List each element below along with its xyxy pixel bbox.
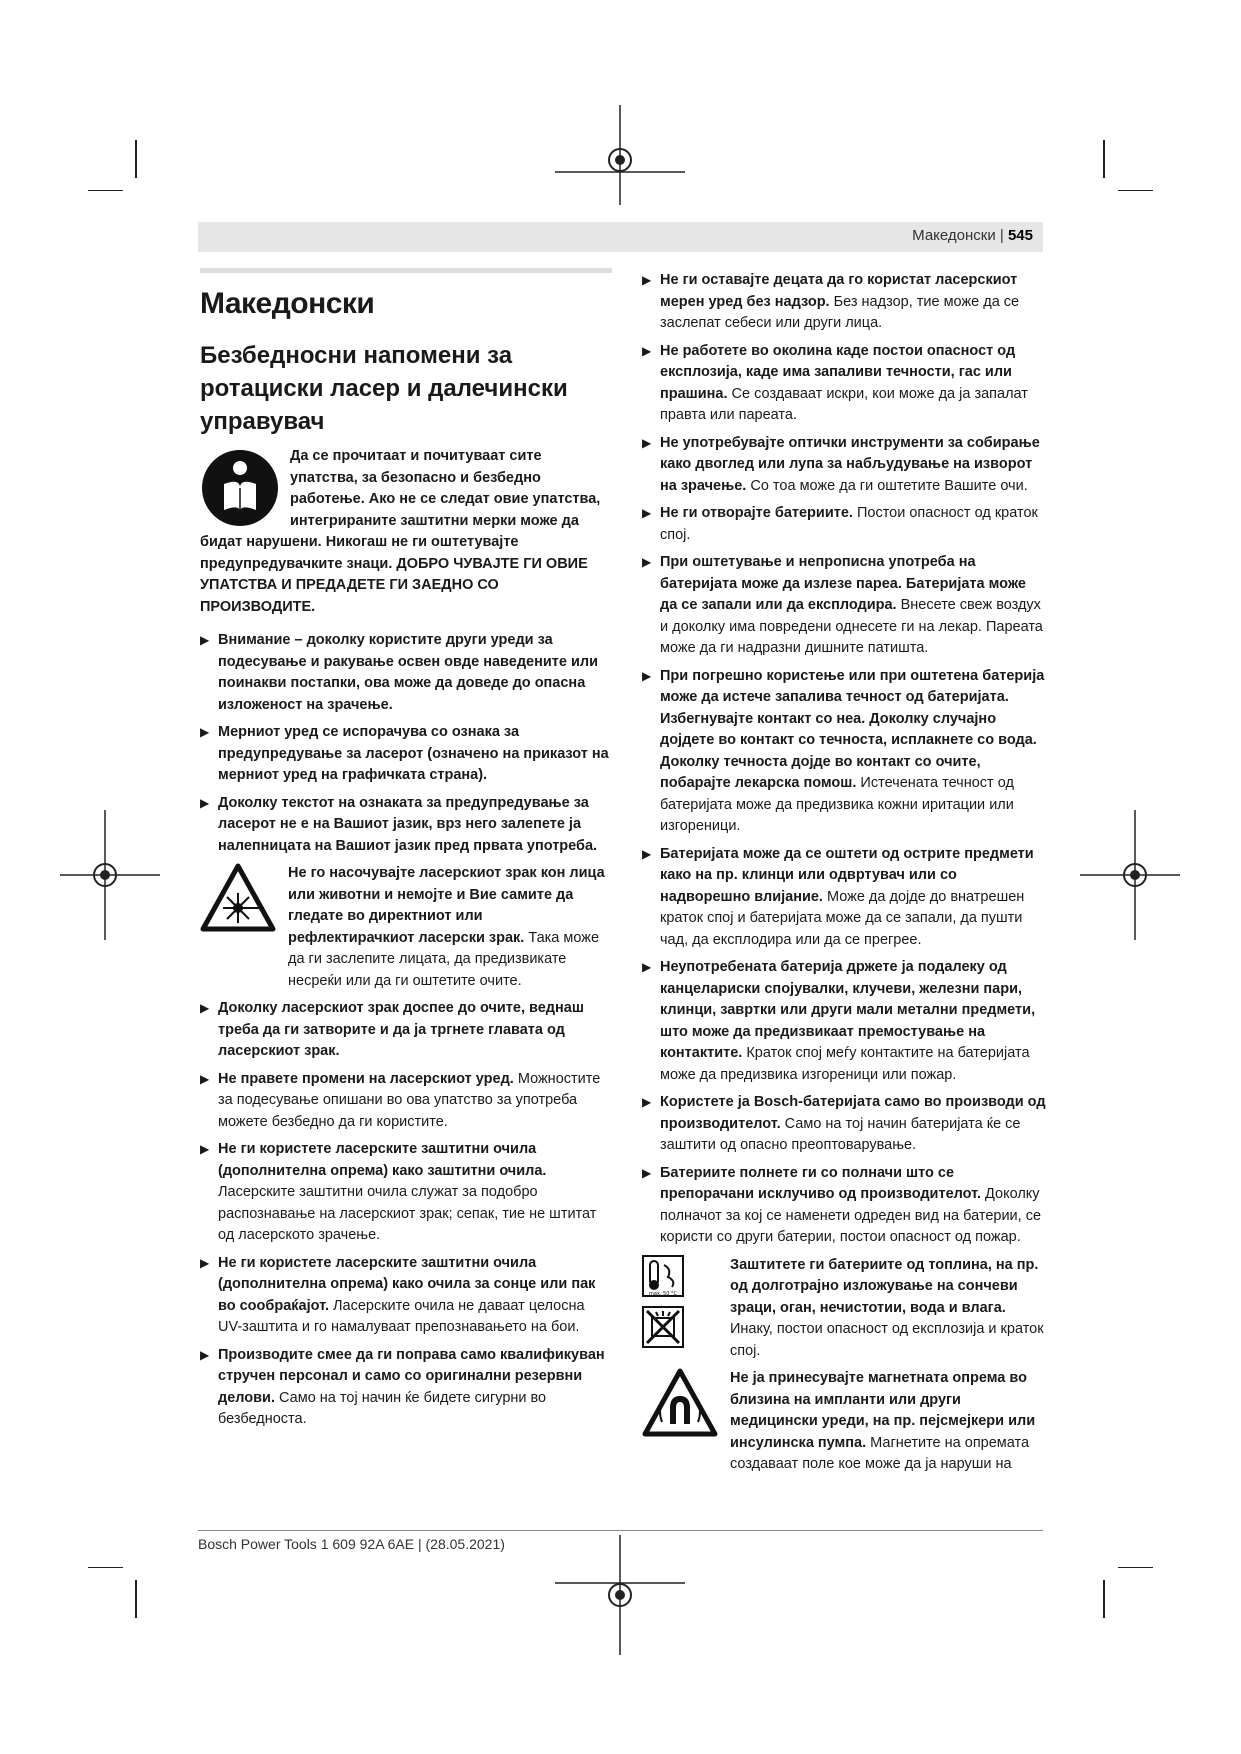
bullet-normal-text: Со тоа може да ги оштетите Вашите очи.: [746, 477, 1028, 494]
right-column: [642, 270, 1047, 1482]
bullet-normal-text: Можностите за подесување опишани во ова упатство за употреба можете безбедно да ги користите.: [218, 1070, 601, 1130]
bullet-item: [200, 722, 612, 787]
bullet-arrow-icon: ▶: [200, 1347, 210, 1362]
page-number: 545: [1007, 227, 1033, 244]
bullet-arrow-icon: ▶: [642, 435, 652, 450]
bullet-item: [642, 666, 1047, 838]
bullet-item: [200, 998, 612, 1063]
bullet-item: [200, 1345, 612, 1431]
bullet-item: [642, 844, 1047, 952]
bullet-arrow-icon: ▶: [642, 506, 652, 520]
bullet-bold-text: Производите смее да ги поправа само квалификуван стручен персонал и само со оригинални резервни делови.: [218, 1346, 605, 1406]
crop-mark: [1103, 140, 1105, 178]
page-header: [198, 222, 1043, 252]
magnet-hazard-icon: [642, 1368, 718, 1438]
bullet-normal-text: Се создаваат искри, кои може да ја запалат правта или пареата.: [660, 385, 1028, 423]
bullet-normal-text: Внесете свеж воздух и доколку има повредени однесете ги на лекар. Пареата може да ги надразни дишните патишта.: [660, 597, 1043, 656]
bullet-item: [642, 1163, 1047, 1249]
bullet-arrow-icon: ▶: [642, 1165, 652, 1180]
bullet-normal-text: Може да дојде до внатрешен краток спој и батеријата може да се запали, да пушти чад, да експлодира или да се прегрее.: [660, 888, 1025, 948]
bullet-arrow-icon: ▶: [200, 1142, 210, 1156]
header-text: Македонски | 545: [912, 227, 1033, 244]
bullet-list: [200, 998, 612, 1431]
magnet-warning-normal: Магнетите на опремата создаваат поле кое може да ја наруши на: [730, 1434, 1030, 1472]
bullet-normal-text: Само на тој начин батеријата ќе се заштити од опасно преоптоварување.: [660, 1115, 1021, 1153]
bullet-item: [642, 433, 1047, 498]
heat-warning-bold: Заштитете ги батериите од топлина, на пр. од долготрајно изложување на сончеви зраци, оган, нечистотии, вода и влага.: [730, 1256, 1039, 1316]
bullet-normal-text: Постои опасност од краток спој.: [660, 505, 1038, 543]
bullet-bold-text: Не употребувајте оптички инструменти за собирање како двоглед или лупа за набљудување на изворот на зрачење.: [660, 434, 1040, 494]
bullet-normal-text: Само на тој начин ќе бидете сигурни во безбедноста.: [218, 1389, 547, 1427]
crop-mark: [1118, 190, 1153, 191]
bullet-bold-text: Доколку ласерскиот зрак доспее до очите, веднаш треба да ги затворите и да ја тргнете главата од ласерскиот зрак.: [218, 1000, 584, 1059]
crop-mark: [1118, 1567, 1153, 1568]
bullet-item: [642, 503, 1047, 546]
crop-mark: [1103, 1580, 1105, 1618]
bullet-bold-text: Батеријата може да се оштети од острите предмети како на пр. клинци или одвртувач или со надворешно влијание.: [660, 845, 1034, 905]
bullet-arrow-icon: ▶: [642, 1095, 652, 1109]
no-water-icon: [642, 1306, 684, 1348]
bullet-arrow-icon: ▶: [642, 343, 652, 358]
registration-target-icon: [1080, 810, 1180, 940]
footer-text: Bosch Power Tools 1 609 92A 6AE | (28.05.2021): [198, 1536, 505, 1552]
bullet-item: [642, 341, 1047, 427]
bullet-bold-text: Користете ја Bosch-батеријата само во производи од производителот.: [660, 1094, 1046, 1132]
bullet-arrow-icon: ▶: [642, 846, 652, 861]
bullet-bold-text: Внимание – доколку користите други уреди за подесување и ракување освен овде наведените или поинакви постапки, ова може да доведе до опасна изложеност на зрачење.: [218, 632, 599, 713]
crop-mark: [88, 1567, 123, 1568]
heat-warning: [642, 1255, 1047, 1363]
registration-target-icon: [555, 105, 685, 205]
section-rule: [200, 268, 612, 273]
bullet-arrow-icon: ▶: [200, 725, 210, 739]
bullet-arrow-icon: ▶: [200, 1255, 210, 1270]
magnet-warning-text: [730, 1368, 1047, 1476]
bullet-normal-text: Ласерските заштитни очила служат за подобро распознавање на ласерскиот зрак; сепак, тие не штитат од ласерското зрачење.: [218, 1184, 597, 1243]
heat-warning-text: [730, 1255, 1047, 1363]
bullet-bold-text: Не ги користете ласерските заштитни очила (дополнителна опрема) како очила за сонце или пак во сообраќајот.: [218, 1254, 596, 1314]
laser-hazard-icon: [200, 863, 276, 933]
bullet-item: [642, 1092, 1047, 1157]
page-title: Македонски: [200, 287, 375, 320]
registration-target-icon: [60, 810, 160, 940]
crop-mark: [88, 190, 123, 191]
laser-warning: [200, 863, 612, 992]
bullet-bold-text: Не ги користете ласерските заштитни очила (дополнителна опрема) како заштитни очила.: [218, 1141, 547, 1179]
bullet-arrow-icon: ▶: [200, 1071, 210, 1086]
bullet-arrow-icon: ▶: [642, 668, 652, 683]
bullet-arrow-icon: ▶: [642, 555, 652, 569]
left-column: [200, 268, 612, 1437]
bullet-item: [200, 1069, 612, 1134]
bullet-bold-text: Не работете во околина каде постои опасност од експлозија, каде има запаливи течности, гас или прашина.: [660, 342, 1016, 402]
temperature-icon: [642, 1255, 684, 1297]
bullet-item: [642, 957, 1047, 1086]
intro-warning: [200, 446, 612, 618]
read-manual-icon: [200, 448, 280, 528]
bullet-arrow-icon: ▶: [642, 273, 652, 287]
bullet-bold-text: При оштетување и непрописна употреба на батеријата може да излезе пареа. Батеријата може да се запали или да експлодира.: [660, 554, 1026, 613]
intro-text: Да се прочитаат и почитуваат сите упатства, за безопасно и безбедно работење. Ако не се следат овие упатства, интегрираните заштитни мерки може да бидат нарушени. Никогаш не ги оштетувајте предупредувачките знаци. ДОБРО ЧУВАЈТЕ ГИ ОВИЕ УПАТСТВА И ПРЕДАДЕТЕ ГИ ЗАЕДНО СО ПРОИЗВОДИТЕ.: [200, 448, 601, 615]
laser-warning-normal: Така може да ги заслепите лицата, да предизвикате несреќи или да ги оштетите очите.: [288, 929, 600, 989]
bullet-bold-text: Неупотребената батерија држете ја подалеку од канцелариски спојувалки, клучеви, железни пари, клинци, завртки или други мали метални предмети, што може да предизвикаат премостување на контактите.: [660, 959, 1036, 1061]
crop-mark: [135, 140, 137, 178]
bullet-normal-text: Без надзор, тие може да се заслепат себеси или други лица.: [660, 293, 1020, 331]
bullet-list: [200, 630, 612, 857]
bullet-bold-text: Не ги отворајте батериите.: [660, 505, 853, 521]
bullet-bold-text: Не правете промени на ласерскиот уред.: [218, 1070, 514, 1087]
bullet-bold-text: Мерниот уред се испорачува со ознака за предупредување за ласерот (означено на приказот на мерниот уред на графичката страна).: [218, 724, 609, 783]
bullet-normal-text: Истечената течност од батеријата може да предизвика кожни иритации или изгореници.: [660, 775, 1014, 834]
bullet-item: [642, 552, 1047, 660]
bullet-normal-text: Краток спој меѓу контактите на батеријата може да предизвика изгореници или пожар.: [660, 1045, 1030, 1083]
heat-warning-normal: Инаку, постои опасност од експлозија и краток спој.: [730, 1321, 1044, 1359]
bullet-arrow-icon: ▶: [200, 1001, 210, 1015]
bullet-normal-text: Ласерските очила не даваат целосна UV-заштита и го намалуваат препознавањето на бои.: [218, 1297, 585, 1335]
footer-rule: [198, 1530, 1043, 1531]
bullet-item: [200, 630, 612, 716]
bullet-arrow-icon: ▶: [200, 633, 210, 647]
bullet-bold-text: Не ги оставајте децата да го користат ласерскиот мерен уред без надзор.: [660, 272, 1018, 310]
magnet-warning: [642, 1368, 1047, 1476]
bullet-item: [200, 1253, 612, 1339]
magnet-warning-bold: Не ја принесувајте магнетната опрема во близина на импланти или други медицински уреди, на пр. пејсмејкери или инсулинска пумпа.: [730, 1370, 1036, 1451]
registration-target-icon: [555, 1535, 685, 1655]
bullet-arrow-icon: ▶: [642, 960, 652, 974]
header-section: Македонски: [912, 227, 996, 244]
bullet-item: [200, 793, 612, 858]
bullet-arrow-icon: ▶: [200, 795, 210, 810]
bullet-list: [642, 270, 1047, 1249]
bullet-bold-text: При погрешно користење или при оштетена батерија може да истече запалива течност од батеријата. Избегнувајте контакт со неа. Доколку случајно дојдете во контакт со течноста, исплакнете со вода. Доколку течноста дојде во контакт со очите, побарајте лекарска помош.: [660, 667, 1045, 791]
section-heading: Безбедносни напомени за ротациски ласер и далечински управувач: [200, 342, 568, 435]
bullet-item: [642, 270, 1047, 335]
bullet-bold-text: Доколку текстот на ознаката за предупредување за ласерот не е на Вашиот јазик, врз него залепете ја налепницата на Вашиот јазик пред првата употреба.: [218, 794, 598, 854]
temperature-icon-label: max. 50 °C: [648, 1290, 678, 1297]
laser-warning-text: [288, 863, 612, 992]
heat-icons: [642, 1255, 684, 1348]
bullet-bold-text: Батериите полнете ги со полначи што се препорачани исклучиво од производителот.: [660, 1164, 982, 1202]
bullet-normal-text: Доколку полначот за кој се наменети одреден вид на батерии, се користи со други батерии, постои опасност од пожар.: [660, 1186, 1042, 1245]
laser-warning-bold: Не го насочувајте ласерскиот зрак кон лица или животни и немојте и Вие самите да гледате во директниот или рефлектирачкиот ласерски зрак.: [288, 865, 605, 946]
bullet-item: [200, 1139, 612, 1247]
crop-mark: [135, 1580, 137, 1618]
